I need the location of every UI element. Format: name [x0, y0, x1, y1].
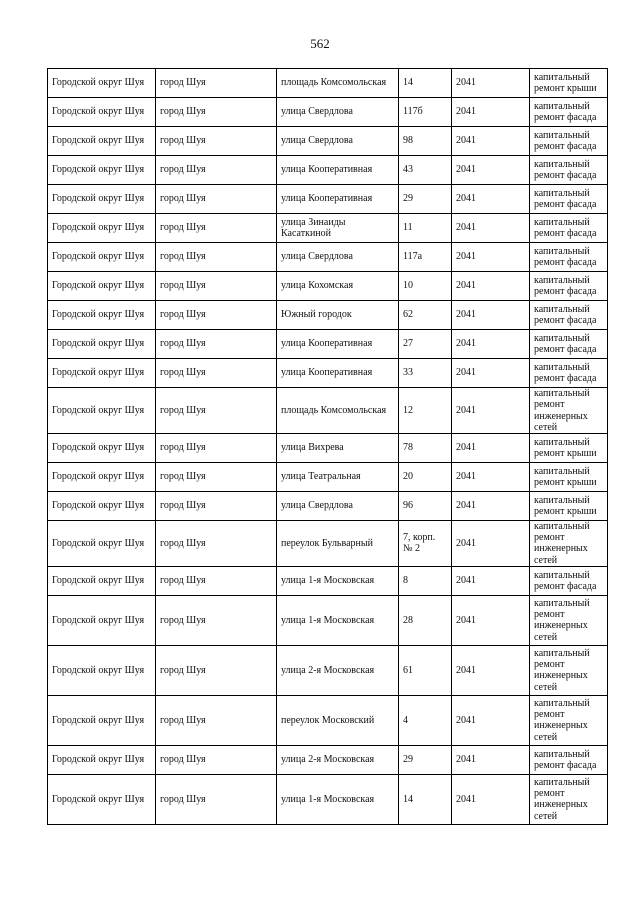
work-type-cell: капитальный ремонт крыши — [530, 434, 608, 463]
house-number-cell: 62 — [399, 301, 452, 330]
city-cell: город Шуя — [156, 745, 277, 774]
table-row — [48, 301, 608, 330]
street-cell: улица Кооперативная — [277, 359, 399, 388]
work-type-cell: капитальный ремонт фасада — [530, 98, 608, 127]
house-number-cell: 98 — [399, 127, 452, 156]
year-cell: 2041 — [452, 185, 530, 214]
district-cell: Городской округ Шуя — [48, 492, 156, 521]
house-number-cell: 20 — [399, 463, 452, 492]
year-cell: 2041 — [452, 645, 530, 695]
table-row — [48, 645, 608, 695]
house-number-cell: 14 — [399, 69, 452, 98]
street-cell: улица 2-я Московская — [277, 745, 399, 774]
district-cell: Городской округ Шуя — [48, 214, 156, 243]
table-row — [48, 434, 608, 463]
city-cell: город Шуя — [156, 695, 277, 745]
district-cell: Городской округ Шуя — [48, 185, 156, 214]
work-type-cell: капитальный ремонт фасада — [530, 185, 608, 214]
city-cell: город Шуя — [156, 272, 277, 301]
street-cell: улица Свердлова — [277, 492, 399, 521]
street-cell: улица Театральная — [277, 463, 399, 492]
house-number-cell: 29 — [399, 185, 452, 214]
work-type-cell: капитальный ремонт фасада — [530, 243, 608, 272]
street-cell: улица Кооперативная — [277, 156, 399, 185]
house-number-cell: 117б — [399, 98, 452, 127]
year-cell: 2041 — [452, 463, 530, 492]
table-row — [48, 214, 608, 243]
year-cell: 2041 — [452, 330, 530, 359]
district-cell: Городской округ Шуя — [48, 745, 156, 774]
district-cell: Городской округ Шуя — [48, 463, 156, 492]
city-cell: город Шуя — [156, 521, 277, 567]
city-cell: город Шуя — [156, 595, 277, 645]
street-cell: улица Кооперативная — [277, 330, 399, 359]
district-cell: Городской округ Шуя — [48, 521, 156, 567]
table-row — [48, 156, 608, 185]
house-number-cell: 10 — [399, 272, 452, 301]
street-cell: площадь Комсомольская — [277, 388, 399, 434]
house-number-cell: 4 — [399, 695, 452, 745]
work-type-cell: капитальный ремонт инженерных сетей — [530, 521, 608, 567]
street-cell: улица 1-я Московская — [277, 595, 399, 645]
year-cell: 2041 — [452, 492, 530, 521]
city-cell: город Шуя — [156, 434, 277, 463]
page-number: 562 — [310, 36, 330, 51]
city-cell: город Шуя — [156, 301, 277, 330]
table-row — [48, 243, 608, 272]
work-type-cell: капитальный ремонт фасада — [530, 330, 608, 359]
district-cell: Городской округ Шуя — [48, 774, 156, 824]
street-cell: Южный городок — [277, 301, 399, 330]
house-number-cell: 43 — [399, 156, 452, 185]
city-cell: город Шуя — [156, 98, 277, 127]
city-cell: город Шуя — [156, 330, 277, 359]
district-cell: Городской округ Шуя — [48, 243, 156, 272]
work-type-cell: капитальный ремонт фасада — [530, 272, 608, 301]
city-cell: город Шуя — [156, 566, 277, 595]
year-cell: 2041 — [452, 521, 530, 567]
house-number-cell: 27 — [399, 330, 452, 359]
district-cell: Городской округ Шуя — [48, 595, 156, 645]
house-number-cell: 96 — [399, 492, 452, 521]
house-number-cell: 117а — [399, 243, 452, 272]
house-number-cell: 28 — [399, 595, 452, 645]
year-cell: 2041 — [452, 745, 530, 774]
street-cell: площадь Комсомольская — [277, 69, 399, 98]
street-cell: улица Кохомская — [277, 272, 399, 301]
city-cell: город Шуя — [156, 69, 277, 98]
city-cell: город Шуя — [156, 359, 277, 388]
city-cell: город Шуя — [156, 645, 277, 695]
year-cell: 2041 — [452, 243, 530, 272]
table-body — [48, 69, 608, 825]
year-cell: 2041 — [452, 272, 530, 301]
house-number-cell: 61 — [399, 645, 452, 695]
street-cell: улица Свердлова — [277, 98, 399, 127]
district-cell: Городской округ Шуя — [48, 272, 156, 301]
district-cell: Городской округ Шуя — [48, 127, 156, 156]
house-number-cell: 33 — [399, 359, 452, 388]
city-cell: город Шуя — [156, 463, 277, 492]
year-cell: 2041 — [452, 566, 530, 595]
street-cell: улица Свердлова — [277, 243, 399, 272]
work-type-cell: капитальный ремонт крыши — [530, 492, 608, 521]
street-cell: улица 2-я Московская — [277, 645, 399, 695]
year-cell: 2041 — [452, 388, 530, 434]
district-cell: Городской округ Шуя — [48, 566, 156, 595]
work-type-cell: капитальный ремонт крыши — [530, 463, 608, 492]
city-cell: город Шуя — [156, 185, 277, 214]
city-cell: город Шуя — [156, 243, 277, 272]
year-cell: 2041 — [452, 359, 530, 388]
work-type-cell: капитальный ремонт инженерных сетей — [530, 645, 608, 695]
table-row — [48, 463, 608, 492]
year-cell: 2041 — [452, 695, 530, 745]
work-type-cell: капитальный ремонт инженерных сетей — [530, 774, 608, 824]
city-cell: город Шуя — [156, 214, 277, 243]
work-type-cell: капитальный ремонт фасада — [530, 156, 608, 185]
year-cell: 2041 — [452, 434, 530, 463]
year-cell: 2041 — [452, 69, 530, 98]
table-row — [48, 595, 608, 645]
street-cell: улица Зинаиды Касаткиной — [277, 214, 399, 243]
work-type-cell: капитальный ремонт фасада — [530, 359, 608, 388]
street-cell: переулок Московский — [277, 695, 399, 745]
table-row — [48, 745, 608, 774]
district-cell: Городской округ Шуя — [48, 388, 156, 434]
year-cell: 2041 — [452, 127, 530, 156]
district-cell: Городской округ Шуя — [48, 98, 156, 127]
work-type-cell: капитальный ремонт фасада — [530, 566, 608, 595]
street-cell: улица Кооперативная — [277, 185, 399, 214]
work-type-cell: капитальный ремонт инженерных сетей — [530, 695, 608, 745]
table-row — [48, 69, 608, 98]
table-row — [48, 521, 608, 567]
work-type-cell: капитальный ремонт фасада — [530, 301, 608, 330]
table-row — [48, 185, 608, 214]
street-cell: улица 1-я Московская — [277, 566, 399, 595]
district-cell: Городской округ Шуя — [48, 434, 156, 463]
table-row — [48, 388, 608, 434]
work-type-cell: капитальный ремонт фасада — [530, 127, 608, 156]
work-type-cell: капитальный ремонт инженерных сетей — [530, 595, 608, 645]
street-cell: улица Вихрева — [277, 434, 399, 463]
house-number-cell: 12 — [399, 388, 452, 434]
work-type-cell: капитальный ремонт фасада — [530, 214, 608, 243]
year-cell: 2041 — [452, 214, 530, 243]
table-row — [48, 272, 608, 301]
year-cell: 2041 — [452, 595, 530, 645]
house-number-cell: 29 — [399, 745, 452, 774]
table-row — [48, 359, 608, 388]
work-type-cell: капитальный ремонт фасада — [530, 745, 608, 774]
year-cell: 2041 — [452, 98, 530, 127]
house-number-cell: 11 — [399, 214, 452, 243]
year-cell: 2041 — [452, 301, 530, 330]
district-cell: Городской округ Шуя — [48, 330, 156, 359]
table-row — [48, 774, 608, 824]
table-row — [48, 492, 608, 521]
city-cell: город Шуя — [156, 156, 277, 185]
district-cell: Городской округ Шуя — [48, 301, 156, 330]
year-cell: 2041 — [452, 156, 530, 185]
repair-schedule-table — [47, 68, 608, 825]
city-cell: город Шуя — [156, 492, 277, 521]
district-cell: Городской округ Шуя — [48, 156, 156, 185]
city-cell: город Шуя — [156, 127, 277, 156]
house-number-cell: 78 — [399, 434, 452, 463]
city-cell: город Шуя — [156, 774, 277, 824]
district-cell: Городской округ Шуя — [48, 359, 156, 388]
house-number-cell: 14 — [399, 774, 452, 824]
street-cell: улица 1-я Московская — [277, 774, 399, 824]
work-type-cell: капитальный ремонт инженерных сетей — [530, 388, 608, 434]
street-cell: переулок Бульварный — [277, 521, 399, 567]
house-number-cell: 7, корп. № 2 — [399, 521, 452, 567]
street-cell: улица Свердлова — [277, 127, 399, 156]
district-cell: Городской округ Шуя — [48, 695, 156, 745]
table-row — [48, 98, 608, 127]
table-row — [48, 695, 608, 745]
district-cell: Городской округ Шуя — [48, 645, 156, 695]
table-row — [48, 566, 608, 595]
district-cell: Городской округ Шуя — [48, 69, 156, 98]
table-row — [48, 330, 608, 359]
city-cell: город Шуя — [156, 388, 277, 434]
work-type-cell: капитальный ремонт крыши — [530, 69, 608, 98]
year-cell: 2041 — [452, 774, 530, 824]
house-number-cell: 8 — [399, 566, 452, 595]
table-row — [48, 127, 608, 156]
